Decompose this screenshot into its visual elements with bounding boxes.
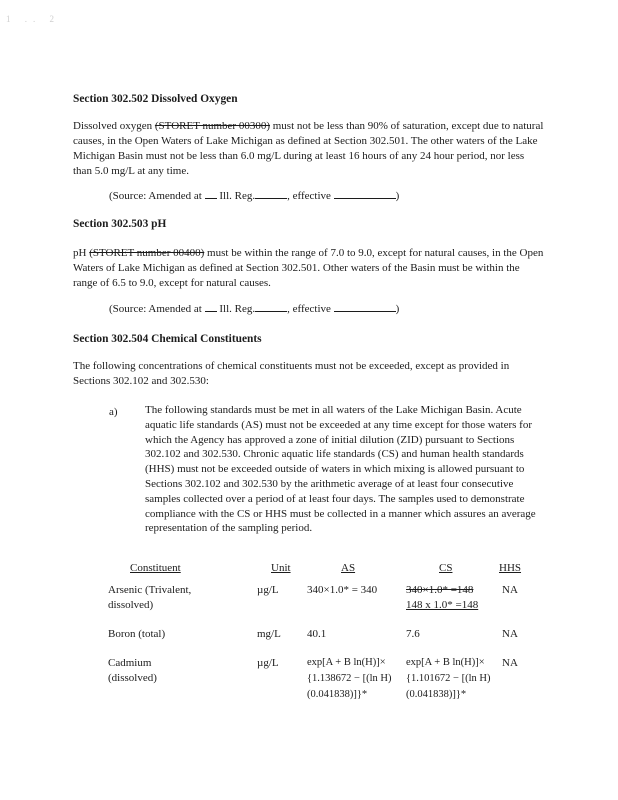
source-text-a: (Source: Amended at (109, 303, 205, 315)
do-struck-text: (STORET number 00300) (154, 120, 270, 132)
cs-formula-line-2: {1.101672 − [(ln H) (406, 673, 491, 684)
ph-rest: must be within the range of 7.0 to 9.0, except for natural causes, in the Open Waters of Lake Michigan as defined at Section 302.501. Other waters of the Basin must be within the range of 6.5 to 9.0, except for natural causes. (73, 247, 544, 289)
col-header-cs: CS (439, 562, 453, 574)
table-row-arsenic-unit: µg/L (257, 584, 279, 596)
do-rest: must not be less than 90% of saturation, except due to natural causes, in the Open Waters of Lake Michigan as defined at Section 302.501. The other waters of the Lake Michigan Basin must not be less than 6.0 mg/L during at least 16 hours of any 24 hour period, nor less than 5.0 mg/L at any time. (73, 120, 544, 177)
table-row-boron-constituent: Boron (total) (108, 628, 166, 640)
blank-volume (205, 188, 217, 199)
section-302-502-paragraph (73, 119, 545, 179)
section-302-503-title: Section 302.503 pH (73, 218, 167, 230)
item-a-text: The following standards must be met in all waters of the Lake Michigan Basin. Acute aquatic life standards (AS) must not be exceeded at any time except for those waters for which the Agency has approved a zone of initial dilution (ZID) pursuant to Sections 302.102 and 302.530. Chronic aquatic life standards (CS) and human health standards (HHS) must not be exceeded outside of waters in which mixing is allowed pursuant to Sections 302.102 and 302.530 by the arithmetic average of at least four consecutive samples collected over a period of at least four days. The samples used to demonstrate compliance with the CS or HHS must be collected in a manner which assures an average representation of the sampling period. (145, 404, 536, 535)
blank-date (334, 188, 396, 199)
source-text-c: , effective (287, 303, 334, 315)
col-header-unit: Unit (271, 562, 291, 574)
do-lead: Dissolved oxygen (73, 120, 155, 132)
table-row-boron-as: 40.1 (307, 628, 327, 640)
source-text-d: ) (395, 190, 400, 202)
section-302-502-title: Section 302.502 Dissolved Oxygen (73, 93, 238, 105)
cs-new-value: 148 x 1.0* =148 (406, 599, 479, 611)
header-mark: 1 .. 2 (6, 14, 60, 24)
table-row-cadmium-hhs: NA (502, 657, 518, 669)
section-302-503-source (109, 301, 399, 315)
blank-page (255, 301, 287, 312)
table-row-cadmium-cs (406, 655, 490, 703)
col-header-hhs: HHS (499, 562, 522, 574)
section-302-504-intro: The following concentrations of chemical constituents must not be exceeded, except as provided in Sections 302.102 and 302.530: (73, 360, 510, 387)
constituent-line-1: Arsenic (Trivalent, (108, 584, 192, 596)
table-row-boron-hhs: NA (502, 628, 518, 640)
table-row-arsenic-cs (406, 583, 478, 613)
blank-date (334, 301, 396, 312)
section-302-504-title: Section 302.504 Chemical Constituents (73, 333, 262, 345)
col-header-as: AS (341, 562, 356, 574)
table-row-boron-unit: mg/L (257, 628, 281, 640)
section-302-503-paragraph (73, 246, 545, 291)
source-text-d: ) (395, 303, 400, 315)
source-text-c: , effective (287, 190, 334, 202)
table-row-arsenic-as: 340×1.0* = 340 (307, 584, 378, 596)
constituent-line-2: dissolved) (108, 599, 154, 611)
ph-lead: pH (73, 247, 90, 259)
cs-struck-value: 340×1.0* =148 (406, 584, 474, 596)
table-row-cadmium-as (307, 655, 391, 703)
table-row-cadmium-constituent (108, 656, 157, 686)
as-formula-line-1: exp[A + B ln(H)]× (307, 657, 386, 668)
ph-struck-text: (STORET number 00400) (89, 247, 205, 259)
as-formula-line-2: {1.138672 − [(ln H) (307, 673, 392, 684)
source-text-a: (Source: Amended at (109, 190, 205, 202)
source-text-b: Ill. Reg. (216, 303, 256, 315)
table-row-arsenic-hhs: NA (502, 584, 518, 596)
constituent-line-1: Cadmium (108, 657, 152, 669)
blank-volume (205, 301, 217, 312)
as-formula-line-3: (0.041838)]}* (307, 689, 368, 700)
constituent-line-2: (dissolved) (108, 672, 157, 684)
table-row-arsenic-constituent (108, 583, 191, 613)
table-row-boron-cs: 7.6 (406, 628, 420, 640)
cs-formula-line-1: exp[A + B ln(H)]× (406, 657, 485, 668)
item-a-label: a) (109, 406, 118, 418)
source-text-b: Ill. Reg. (216, 190, 256, 202)
col-header-constituent: Constituent (130, 562, 181, 574)
section-302-502-source (109, 188, 399, 202)
table-row-cadmium-unit: µg/L (257, 657, 279, 669)
cs-formula-line-3: (0.041838)]}* (406, 689, 467, 700)
blank-page (255, 188, 287, 199)
